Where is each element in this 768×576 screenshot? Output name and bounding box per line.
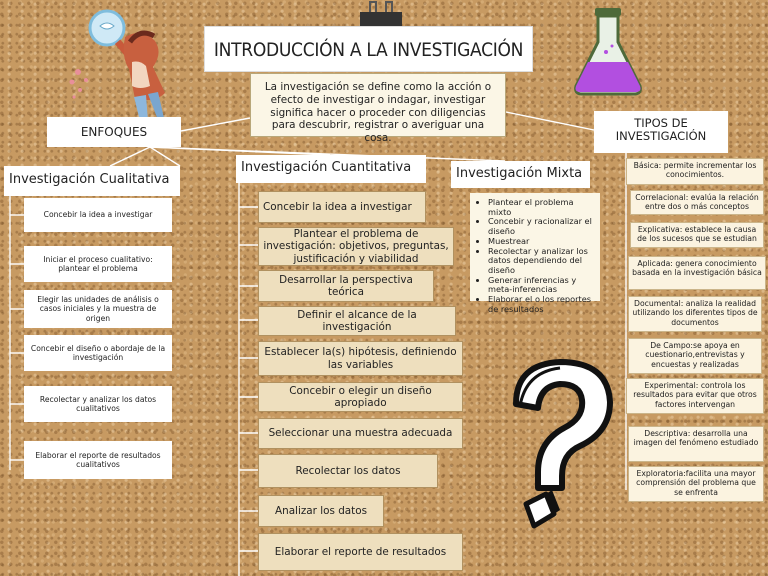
cualitativa-step: Concebir la idea a investigar (24, 198, 172, 232)
definition-text: La investigación se define como la acción o efecto de investigar o indagar, investigar significa hacer o proceder con diligencias para descubrir, registrar o averiguar una cosa. (250, 73, 506, 137)
enfoques-heading: ENFOQUES (47, 117, 181, 147)
mixta-step: • Muestrear (488, 237, 596, 247)
tipo-descriptiva: Descriptiva: desarrolla una imagen del fenómeno estudiado (628, 426, 764, 462)
cuantitativa-step: Concebir o elegir un diseño apropiado (258, 382, 463, 412)
cuantitativa-step: Elaborar el reporte de resultados (258, 533, 463, 571)
researcher-illustration (60, 2, 200, 122)
mixta-step: • Elaborar el o los reportes de resultados (488, 295, 596, 314)
cuantitativa-step: Seleccionar una muestra adecuada (258, 418, 463, 449)
cualitativa-title: Investigación Cualitativa (4, 166, 180, 196)
tipo-de-campo: De Campo:se apoya en cuestionario,entrevistas y encuestas y realizadas (628, 338, 762, 374)
cuantitativa-title: Investigación Cuantitativa (236, 155, 426, 183)
cuantitativa-step: Recolectar los datos (258, 454, 438, 488)
cualitativa-step: Concebir el diseño o abordaje de la investigación (24, 335, 172, 371)
tipo-aplicada: Aplicada: genera conocimiento basada en la investigación básica (628, 256, 766, 290)
mixta-title: Investigación Mixta (451, 161, 590, 188)
cualitativa-step: Elaborar el reporte de resultados cualitativos (24, 441, 172, 479)
mixta-step: • Generar inferencias y meta-inferencias (488, 276, 596, 295)
flask-icon (570, 6, 646, 98)
mixta-steps-list (470, 193, 600, 314)
cuantitativa-step: Desarrollar la perspectiva teórica (258, 270, 434, 302)
cuantitativa-step: Definir el alcance de la investigación (258, 306, 456, 336)
cualitativa-step: Recolectar y analizar los datos cualitativos (24, 386, 172, 422)
mixta-step: • Plantear el problema mixto (488, 198, 596, 217)
cualitativa-step: Elegir las unidades de análisis o casos iniciales y la muestra de origen (24, 290, 172, 328)
tipo-basica: Básica: permite incrementar los conocimientos. (626, 158, 764, 185)
cuantitativa-step: Establecer la(s) hipótesis, definiendo las variables (258, 341, 463, 376)
tipos-heading: TIPOS DE INVESTIGACIÓN (594, 111, 728, 153)
tipo-explicativa: Explicativa: establece la causa de los sucesos que se estudian (630, 222, 764, 248)
cualitativa-step: Iniciar el proceso cualitativo: plantear el problema (24, 246, 172, 282)
question-mark-icon (496, 354, 622, 540)
cuantitativa-step: Concebir la idea a investigar (258, 191, 426, 223)
cuantitativa-step: Plantear el problema de investigación: objetivos, preguntas, justificación y viabilidad (258, 227, 454, 266)
mixta-step: • Recolectar y analizar los datos dependiendo del diseño (488, 247, 596, 276)
cuantitativa-step: Analizar los datos (258, 495, 384, 527)
tipo-experimental: Experimental: controla los resultados para evitar que otros factores intervengan (626, 378, 764, 414)
page-title: INTRODUCCIÓN A LA INVESTIGACIÓN (204, 26, 533, 72)
mixta-step: • Concebir y racionalizar el diseño (488, 217, 596, 236)
tipo-exploratoria: Exploratoria:facilita una mayor comprensión del problema que se enfrenta (628, 466, 764, 502)
tipo-correlacional: Correlacional: evalúa la relación entre dos o más conceptos (630, 190, 764, 215)
tipo-documental: Documental: analiza la realidad utilizando los diferentes tipos de documentos (628, 296, 762, 332)
